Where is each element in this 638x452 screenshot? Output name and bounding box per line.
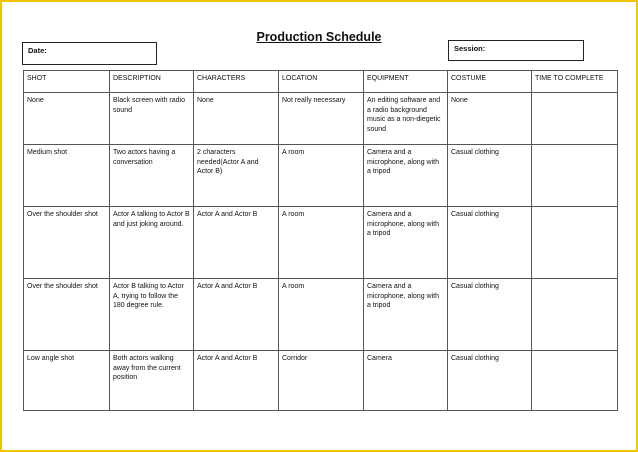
header-equipment: EQUIPMENT xyxy=(364,71,448,93)
table-row xyxy=(24,207,618,279)
cell-shot: Low angle shot xyxy=(24,351,110,411)
cell-equipment: Camera and a microphone, along with a tripod xyxy=(364,145,448,207)
cell-description: Black screen with radio sound xyxy=(110,93,194,145)
table-row xyxy=(24,145,618,207)
cell-location: A room xyxy=(279,207,364,279)
cell-characters: Actor A and Actor B xyxy=(194,351,279,411)
cell-description: Actor B talking to Actor A, trying to follow the 180 degree rule. xyxy=(110,279,194,351)
cell-equipment: Camera and a microphone, along with a tripod xyxy=(364,207,448,279)
cell-costume: Casual clothing xyxy=(448,279,532,351)
header-characters: CHARACTERS xyxy=(194,71,279,93)
cell-location: A room xyxy=(279,279,364,351)
cell-costume: Casual clothing xyxy=(448,145,532,207)
session-field[interactable] xyxy=(448,40,584,61)
cell-location: Corridor xyxy=(279,351,364,411)
cell-time[interactable] xyxy=(532,93,618,145)
session-label: Session: xyxy=(454,44,486,53)
cell-characters: Actor A and Actor B xyxy=(194,207,279,279)
table-header-row xyxy=(24,71,618,93)
date-label: Date: xyxy=(28,46,47,55)
cell-equipment: An editing software and a radio background music as a non-diegetic sound xyxy=(364,93,448,145)
cell-costume: None xyxy=(448,93,532,145)
header-description: DESCRIPTION xyxy=(110,71,194,93)
cell-time[interactable] xyxy=(532,279,618,351)
schedule-table xyxy=(23,70,618,411)
cell-time[interactable] xyxy=(532,207,618,279)
cell-characters: Actor A and Actor B xyxy=(194,279,279,351)
cell-costume: Casual clothing xyxy=(448,207,532,279)
cell-characters: 2 characters needed(Actor A and Actor B) xyxy=(194,145,279,207)
cell-shot: Over the shoulder shot xyxy=(24,279,110,351)
date-field[interactable] xyxy=(22,42,157,65)
cell-time[interactable] xyxy=(532,351,618,411)
header-shot: SHOT xyxy=(24,71,110,93)
cell-equipment: Camera and a microphone, along with a tripod xyxy=(364,279,448,351)
table-row xyxy=(24,351,618,411)
cell-costume: Casual clothing xyxy=(448,351,532,411)
header-time-to-complete: TIME TO COMPLETE xyxy=(532,71,618,93)
cell-shot: Over the shoulder shot xyxy=(24,207,110,279)
table-row xyxy=(24,93,618,145)
page-title: Production Schedule xyxy=(256,30,382,44)
table-row xyxy=(24,279,618,351)
cell-characters: None xyxy=(194,93,279,145)
cell-description: Two actors having a conversation xyxy=(110,145,194,207)
cell-equipment: Camera xyxy=(364,351,448,411)
cell-shot: Medium shot xyxy=(24,145,110,207)
cell-shot: None xyxy=(24,93,110,145)
header-location: LOCATION xyxy=(279,71,364,93)
cell-description: Actor A talking to Actor B and just joking around. xyxy=(110,207,194,279)
cell-location: Not really necessary xyxy=(279,93,364,145)
cell-description: Both actors walking away from the current position xyxy=(110,351,194,411)
cell-location: A room xyxy=(279,145,364,207)
header-costume: COSTUME xyxy=(448,71,532,93)
cell-time[interactable] xyxy=(532,145,618,207)
